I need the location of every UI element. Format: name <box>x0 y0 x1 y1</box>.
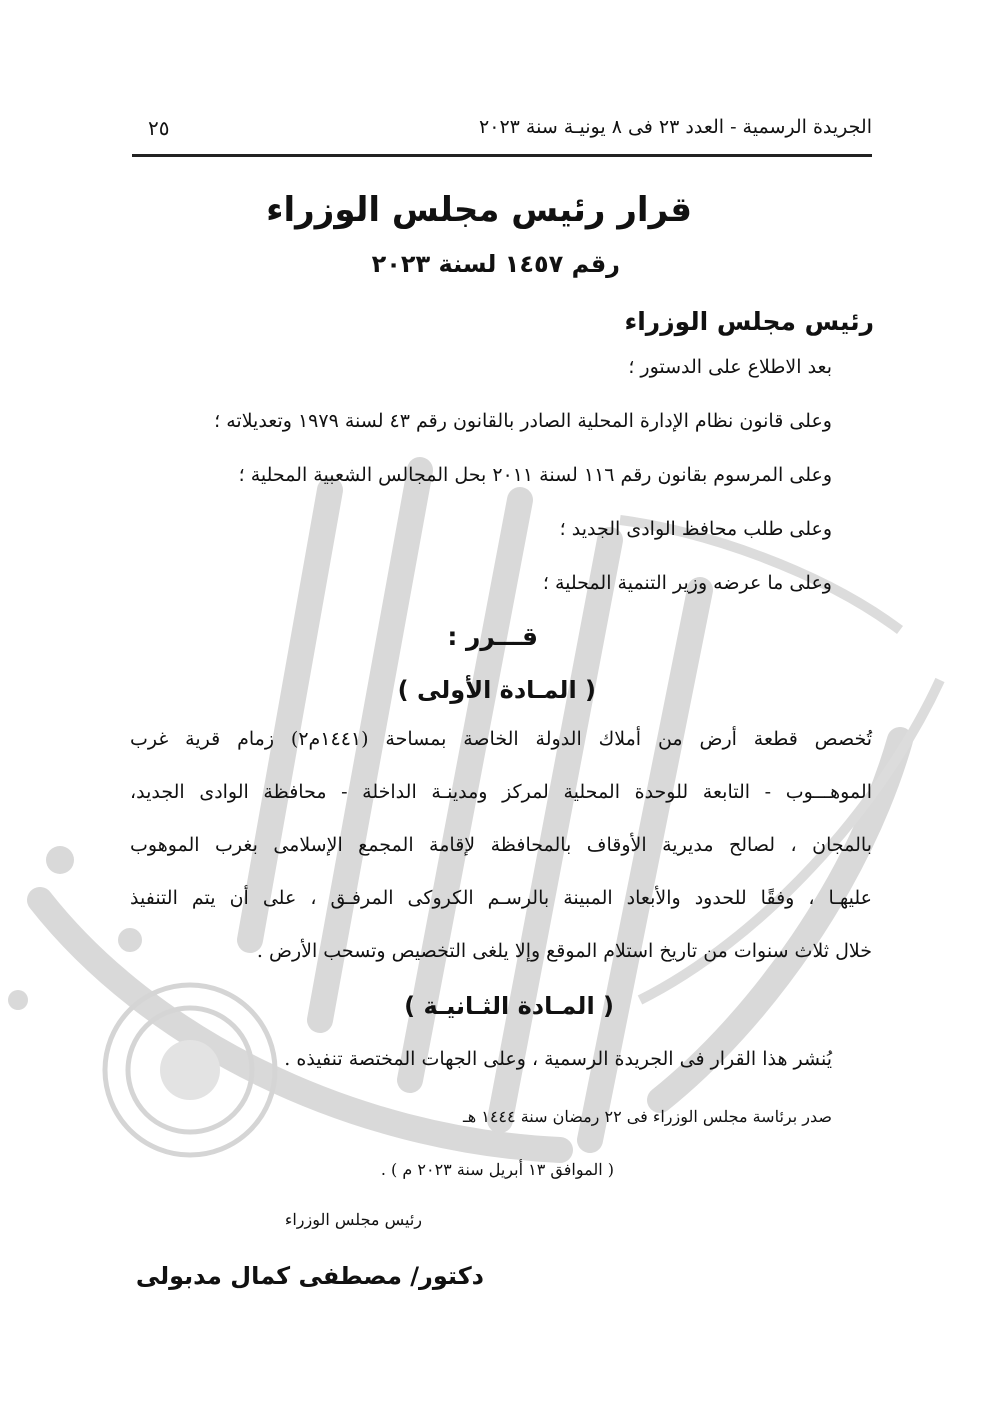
decree-issuer: رئيس مجلس الوزراء <box>624 307 874 336</box>
decree-number: رقم ١٤٥٧ لسنة ٢٠٢٣ <box>371 250 620 278</box>
article1-line: الموهـــوب - التابعة للوحدة المحلية لمركز ومدينـة الداخلة - محافظة الوادى الجديد، <box>130 781 872 803</box>
issued-date-hijri: صدر برئاسة مجلس الوزراء فى ٢٢ رمضان سنة ١٤٤٤ هـ <box>463 1107 832 1126</box>
article1-line: تُخصص قطعة أرض من أملاك الدولة الخاصة بمساحة (١٤٤١م٢) زمام قرية غرب <box>130 728 872 750</box>
page-number: ٢٥ <box>148 116 170 140</box>
preamble-line: وعلى المرسوم بقانون رقم ١١٦ لسنة ٢٠١١ بحل المجالس الشعبية المحلية ؛ <box>238 464 832 486</box>
preamble-line: وعلى قانون نظام الإدارة المحلية الصادر بالقانون رقم ٤٣ لسنة ١٩٧٩ وتعديلاته ؛ <box>214 410 832 432</box>
article1-line: عليهـا ، وفقًا للحدود والأبعاد المبينة بالرسـم الكروكى المرفـق ، على أن يتم التنفيذ <box>130 887 872 909</box>
article2-text: يُنشر هذا القرار فى الجريدة الرسمية ، وعلى الجهات المختصة تنفيذه . <box>284 1048 832 1070</box>
gazette-issue-line: الجريدة الرسمية - العدد ٢٣ فى ٨ يونيـة سنة ٢٠٢٣ <box>479 116 872 138</box>
article1-heading: ( المـادة الأولى ) <box>397 676 596 704</box>
article1-line: خلال ثلاث سنوات من تاريخ استلام الموقع وإلا يلغى التخصيص وتسحب الأرض . <box>256 940 872 962</box>
preamble-line: وعلى طلب محافظ الوادى الجديد ؛ <box>559 518 832 540</box>
preamble-line: وعلى ما عرضه وزير التنمية المحلية ؛ <box>542 572 832 594</box>
signatory-title: رئيس مجلس الوزراء <box>284 1210 422 1229</box>
article2-heading: ( المـادة الثـانيـة ) <box>404 992 614 1020</box>
article1-line: بالمجان ، لصالح مديرية الأوقاف بالمحافظة لإقامة المجمع الإسلامى بغرب الموهوب <box>130 834 872 856</box>
preamble-line: بعد الاطلاع على الدستور ؛ <box>628 356 832 378</box>
issued-date-gregorian: ( الموافق ١٣ أبريل سنة ٢٠٢٣ م ) . <box>380 1160 614 1179</box>
header-divider <box>132 154 872 157</box>
signatory-name: دكتور/ مصطفى كمال مدبولى <box>135 1262 484 1290</box>
gazette-header <box>132 112 872 146</box>
decree-title: قرار رئيس مجلس الوزراء <box>266 190 692 230</box>
decided-label: قـــرر : <box>447 622 538 651</box>
